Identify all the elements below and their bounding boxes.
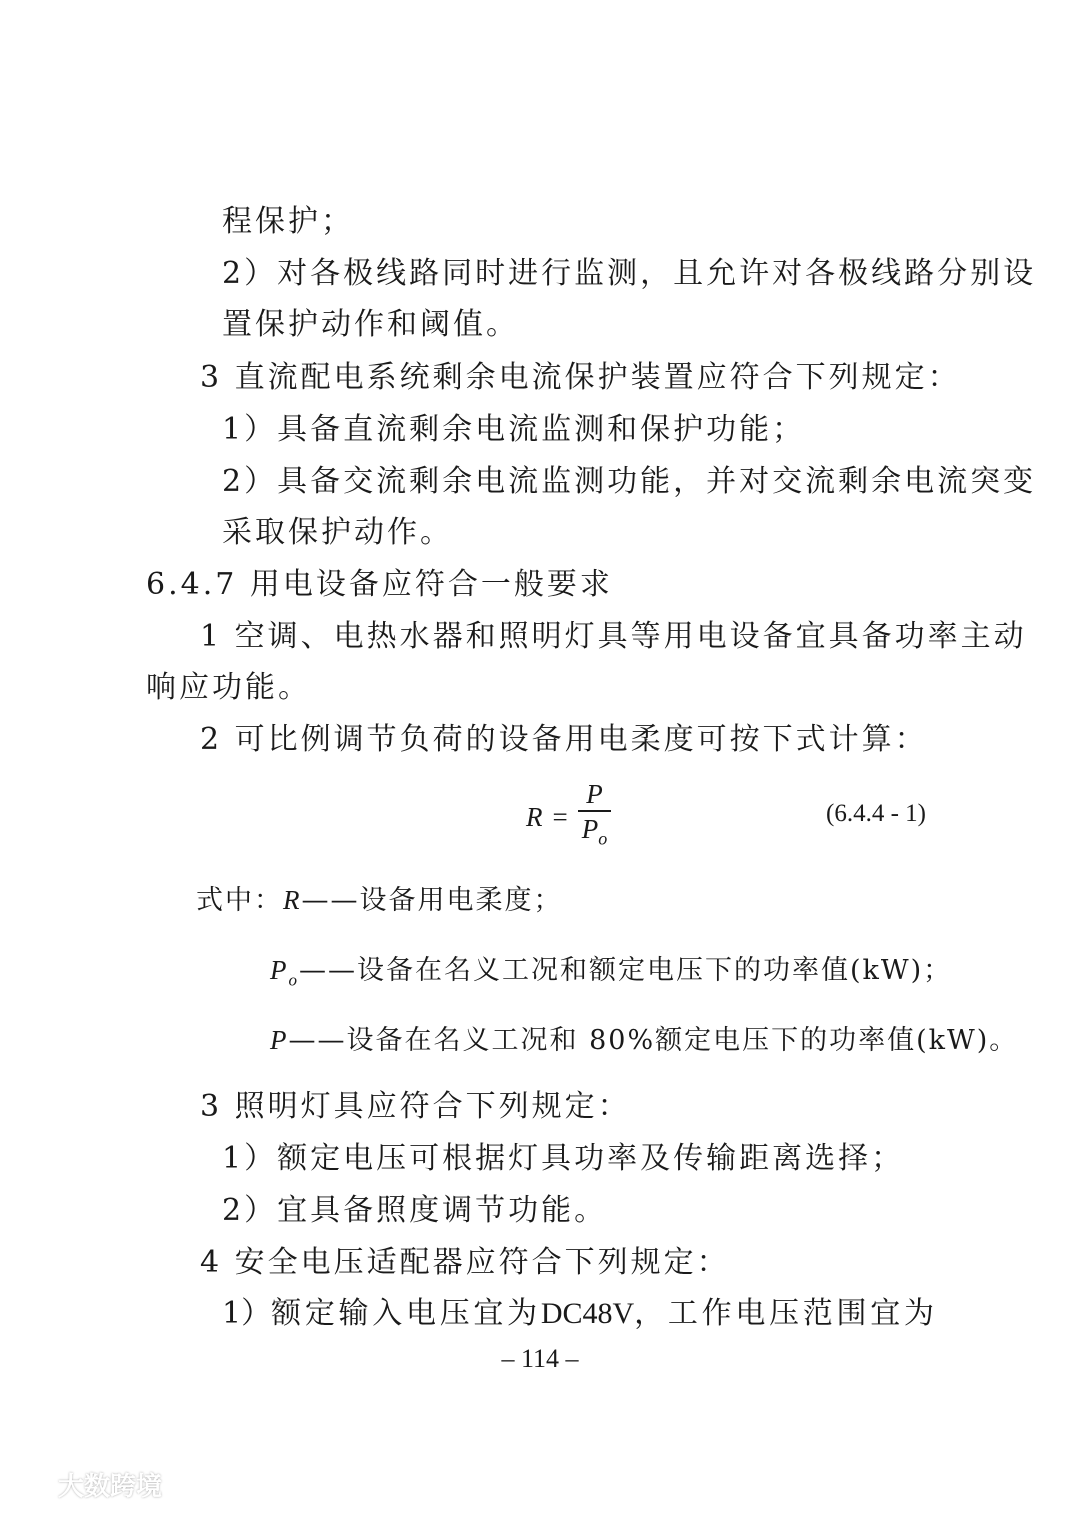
definition-po: $P_o——$设备在名义工况和额定电压下的功率值(kW)； (270, 955, 953, 990)
text-line: 3 照明灯具应符合下列规定： (200, 1089, 631, 1124)
text-line: 3 直流配电系统剩余电流保护装置应符合下列规定： (200, 360, 961, 395)
text-line: 响应功能。 (146, 670, 311, 705)
text-line: 程保护； (222, 204, 354, 239)
definition-p: P——设备在名义工况和 80%额定电压下的功率值(kW)。 (270, 1025, 1019, 1056)
definition-r: 式中：R——设备用电柔度； (196, 885, 563, 916)
text-line-justified: 1）额 定 输 入 电 压 宜 为 DC48V， 工 作 电 压 范 围 宜 为 (222, 1296, 934, 1331)
section-heading: 6.4.7 用电设备应符合一般要求 (146, 567, 613, 602)
text-line: 1）具备直流剩余电流监测和保护功能； (222, 412, 806, 447)
equation-fraction (578, 780, 612, 853)
equation (526, 779, 611, 852)
watermark-text: 大数跨境 (58, 1472, 163, 1502)
watermark-logo-icon (10, 1470, 54, 1500)
text-line: 1）额定电压可根据灯具功率及传输距离选择； (222, 1141, 905, 1176)
equation-lhs: R (526, 801, 543, 832)
equation-equals: = (552, 801, 568, 832)
text-line: 1 空调、电热水器和照明灯具等用电设备宜具备功率主动 (200, 619, 1027, 654)
text-line: 4 安全电压适配器应符合下列规定： (200, 1245, 730, 1280)
page-number: – 114 – (501, 1344, 579, 1373)
equation-number: (6.4.4 - 1) (826, 800, 926, 827)
text-line: 2 可比例调节负荷的设备用电柔度可按下式计算： (200, 722, 928, 757)
text-line: 2）宜具备照度调节功能。 (222, 1193, 608, 1228)
fraction-denominator: $P_o$ (581, 814, 608, 849)
fraction-numerator: P (586, 779, 603, 810)
watermark (10, 1466, 162, 1503)
text-line: 2）对各极线路同时进行监测，且允许对各极线路分别设 (222, 256, 1037, 291)
text-line: 置保护动作和阈值。 (222, 307, 519, 342)
text-line: 2）具备交流剩余电流监测功能，并对交流剩余电流突变 (222, 464, 1037, 499)
text-line: 采取保护动作。 (222, 515, 453, 550)
